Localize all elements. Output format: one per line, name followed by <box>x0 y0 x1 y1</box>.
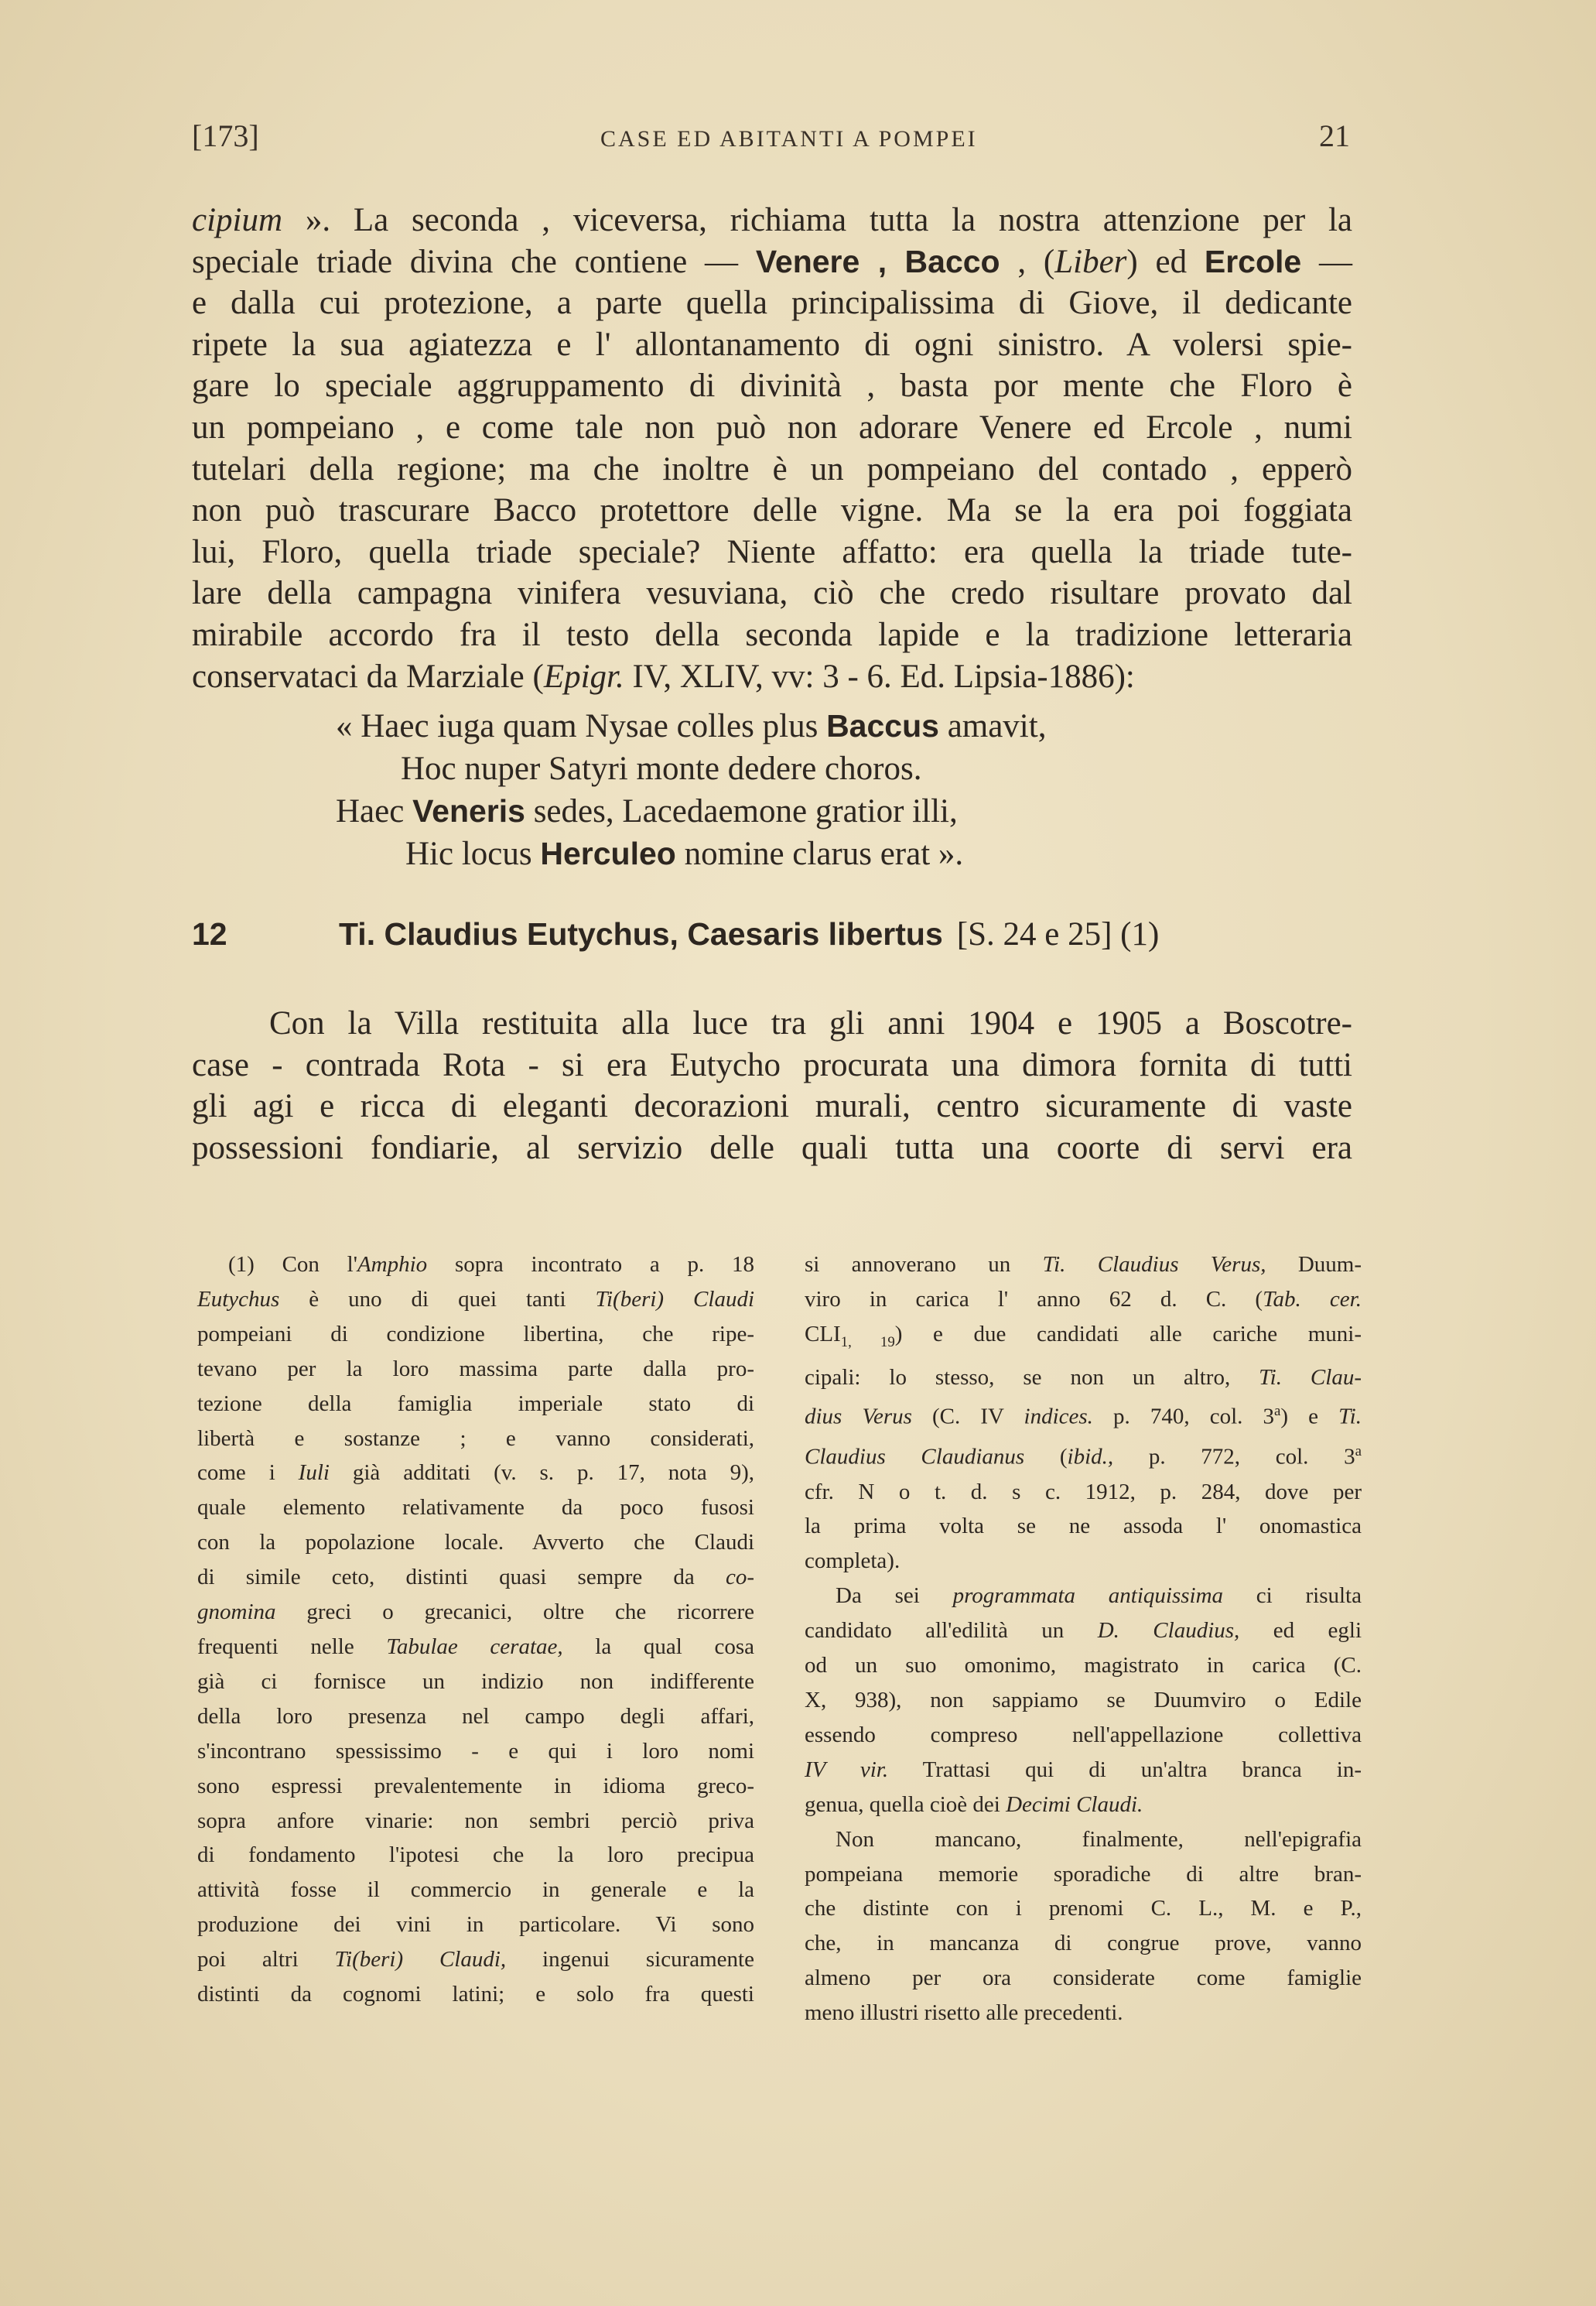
text-run: amavit, <box>938 708 1047 744</box>
italic-term: Eutychus <box>197 1286 280 1312</box>
bold-term: Ercole <box>1204 243 1302 279</box>
footnote-line <box>805 1857 1362 1892</box>
text-run: lui, Floro, quella triade speciale? Niente affatto: era quella la triade tute- <box>192 533 1352 570</box>
italic-term: Amphio <box>357 1252 428 1277</box>
text-run: di simile ceto, distinti quasi sempre da <box>197 1565 726 1590</box>
footnote-line <box>197 1977 754 2012</box>
bold-term: Baccus <box>826 708 939 744</box>
italic-term: Ti(beri) Claudi <box>595 1286 754 1312</box>
text-run: essendo compreso nell'appellazione collettiva <box>805 1722 1362 1747</box>
text-run: ci risulta <box>1223 1583 1362 1609</box>
section-line <box>192 1127 1352 1169</box>
martial-epigram <box>192 705 1352 875</box>
italic-term: Ti(beri) Claudi, <box>334 1947 507 1972</box>
footnote-line <box>805 1435 1362 1475</box>
running-head <box>192 118 1350 156</box>
text-run: pompeiana memorie sporadiche di altre bran- <box>805 1861 1362 1887</box>
intro-line <box>192 656 1352 698</box>
text-run: produzione dei vini in particolare. Vi sono <box>197 1912 754 1938</box>
text-run: speciale triade divina che contiene — <box>192 243 756 280</box>
text-run: od un suo omonimo, magistrato in carica (C. <box>805 1653 1362 1678</box>
italic-term: Iuli <box>298 1460 330 1486</box>
footnote-line <box>805 1317 1362 1360</box>
text-run: gare lo speciale aggruppamento di divinità , basta por mente che Floro è <box>192 368 1352 405</box>
footnote-line <box>197 1560 754 1595</box>
section-number: 12 <box>192 916 227 952</box>
intro-line <box>192 324 1352 366</box>
intro-line <box>192 200 1352 241</box>
text-run: un pompeiano , e come tale non può non adorare Venere ed Ercole , numi <box>192 409 1352 446</box>
footnote-line <box>197 1734 754 1769</box>
text-run: ingenui sicuramente <box>506 1947 754 1972</box>
text-run: cfr. N o t. d. s c. 1912, p. 284, dove per <box>805 1479 1362 1504</box>
text-run: è uno di quei tanti <box>279 1286 596 1312</box>
epigram-line <box>192 705 1352 748</box>
footnote-line <box>197 1282 754 1317</box>
footnote-line <box>197 1907 754 1942</box>
text-run: Duum- <box>1266 1252 1362 1277</box>
italic-term: indices. <box>1024 1404 1093 1430</box>
footnote-line <box>805 1475 1362 1510</box>
footnote-line <box>197 1942 754 1977</box>
italic-term: gnomina <box>197 1599 276 1625</box>
text-run: almeno per ora considerate come famiglie <box>805 1966 1362 1991</box>
text-run: e dalla cui protezione, a parte quella principalissima di Giove, il dedicante <box>192 285 1352 322</box>
footnote-line <box>197 1317 754 1352</box>
footnote-line <box>197 1873 754 1907</box>
intro-paragraph <box>192 200 1352 697</box>
text-run: s'incontrano spessissimo - e qui i loro nomi <box>197 1738 754 1764</box>
text-run: possessioni fondiarie, al servizio delle quali tutta una coorte di servi era <box>192 1129 1352 1166</box>
footnote-line <box>197 1769 754 1804</box>
italic-term: Tabulae ceratae, <box>386 1634 563 1659</box>
italic-term: Epigr. <box>543 658 624 695</box>
text-run: libertà e sostanze ; e vanno considerati, <box>197 1425 754 1451</box>
text-run: la prima volta se ne assoda l' onomastica <box>805 1514 1362 1539</box>
text-run: sopra anfore vinarie: non sembri perciò priva <box>197 1808 754 1833</box>
footnote-line <box>805 1544 1362 1579</box>
footnote-line <box>805 1891 1362 1926</box>
italic-term: programmata antiquissima <box>952 1583 1224 1609</box>
text-run: tezione della famiglia imperiale stato di <box>197 1391 754 1416</box>
text-run: greci o grecanici, oltre che ricorrere <box>275 1599 754 1625</box>
intro-line <box>192 282 1352 324</box>
text-run: (C. IV <box>911 1404 1024 1430</box>
text-run: (1) Con l' <box>228 1252 357 1277</box>
page-reference: [173] <box>192 118 259 153</box>
running-title: CASE ED ABITANTI A POMPEI <box>600 126 978 152</box>
italic-term: Tab. cer. <box>1263 1286 1362 1312</box>
footnote-line <box>197 1352 754 1387</box>
text-run: ) e due candidati alle cariche muni- <box>894 1321 1362 1346</box>
text-run: come i <box>197 1460 299 1486</box>
epigram-line <box>192 790 1352 833</box>
section-paragraph-block <box>192 1003 1352 1168</box>
footnote-line <box>197 1630 754 1664</box>
text-run: meno illustri risetto alle precedenti. <box>805 2000 1123 2026</box>
footnote-line <box>805 1360 1362 1395</box>
footnote-line <box>805 1509 1362 1544</box>
italic-term: D. Claudius, <box>1097 1618 1240 1644</box>
footnote-column-left <box>197 1247 754 2012</box>
epigram-line <box>192 748 1352 790</box>
footnote-line <box>197 1387 754 1422</box>
text-run: « Haec iuga quam Nysae colles plus <box>336 708 827 744</box>
text-run: candidato all'edilità un <box>805 1618 1098 1644</box>
text-run: mirabile accordo fra il testo della seconda lapide e la tradizione letteraria <box>192 616 1352 653</box>
footnote-line <box>197 1525 754 1560</box>
italic-term: dius Verus <box>805 1404 912 1430</box>
section-reference: [S. 24 e 25] (1) <box>956 916 1160 953</box>
text-run: attività fosse il commercio in generale e la <box>197 1877 754 1903</box>
footnote-line <box>805 1753 1362 1788</box>
text-run: sono espressi prevalentemente in idioma greco- <box>197 1773 754 1798</box>
text-run: di fondamento l'ipotesi che la loro precipua <box>197 1842 754 1868</box>
intro-line <box>192 573 1352 614</box>
text-run: gli agi e ricca di eleganti decorazioni murali, centro sicuramente di vaste <box>192 1088 1352 1125</box>
text-run: quale elemento relativamente da poco fusosi <box>197 1495 754 1521</box>
text-run: ripete la sua agiatezza e l' allontanamento di ogni sinistro. A volersi spie- <box>192 326 1352 363</box>
text-run: ) ed <box>1126 243 1205 280</box>
text-run: genua, quella cioè dei <box>805 1791 1006 1817</box>
footnote-line <box>805 1282 1362 1317</box>
italic-term: cipium <box>192 202 283 238</box>
text-run: Da sei <box>836 1583 953 1609</box>
intro-line <box>192 614 1352 656</box>
footnote-line <box>805 1613 1362 1648</box>
italic-term: Claudius Claudianus <box>805 1444 1025 1469</box>
text-run: già ci fornisce un indizio non indifferente <box>197 1668 754 1694</box>
intro-line <box>192 365 1352 407</box>
italic-term: Liber <box>1054 243 1127 280</box>
footnote-line <box>805 1961 1362 1996</box>
text-run: case - contrada Rota - si era Eutycho procurata una dimora fornita di tutti <box>192 1046 1352 1083</box>
text-run: viro in carica l' anno 62 d. C. ( <box>805 1286 1263 1312</box>
text-run: conservataci da Marziale ( <box>192 658 544 695</box>
section-name: Ti. Claudius Eutychus, Caesaris libertus <box>339 916 943 952</box>
intro-line <box>192 449 1352 491</box>
intro-paragraph-block <box>192 200 1352 697</box>
footnote-line <box>805 1822 1362 1857</box>
text-run: si annoverano un <box>805 1252 1043 1277</box>
footnote-line <box>197 1247 754 1282</box>
text-run: tevano per la loro massima parte dalla pro- <box>197 1356 754 1381</box>
footnote-line <box>805 1718 1362 1753</box>
italic-term: Decimi Claudi. <box>1006 1791 1143 1817</box>
italic-term: IV vir. <box>805 1757 889 1782</box>
text-run: nomine clarus erat ». <box>675 836 964 872</box>
italic-term: ibid., <box>1067 1444 1114 1469</box>
footnote-line <box>805 1579 1362 1613</box>
text-run: Con la Villa restituita alla luce tra gli anni 1904 e 1905 a Boscotre- <box>269 1005 1352 1042</box>
intro-line <box>192 532 1352 573</box>
intro-line <box>192 241 1352 283</box>
footnote-line <box>805 1648 1362 1683</box>
text-run: tutelari della regione; ma che inoltre è un pompeiano del contado , epperò <box>192 450 1352 488</box>
footnote-line <box>805 1926 1362 1961</box>
italic-term: co- <box>725 1565 754 1590</box>
text-run: a <box>1355 1442 1362 1459</box>
footnote-line <box>197 1595 754 1630</box>
text-run: a <box>1274 1403 1281 1420</box>
bold-term: Veneris <box>412 793 525 829</box>
intro-line <box>192 407 1352 449</box>
text-run: 1, 19 <box>840 1333 895 1350</box>
text-run: p. 740, col. 3 <box>1092 1404 1275 1430</box>
text-run: cipali: lo stesso, se non un altro, <box>805 1364 1259 1390</box>
text-run: che distinte con i prenomi C. L., M. e P., <box>805 1896 1362 1921</box>
section-line <box>192 1045 1352 1086</box>
page-number: 21 <box>1319 118 1350 153</box>
italic-term: Ti. Claudius Verus, <box>1042 1252 1266 1277</box>
footnote-line <box>805 1394 1362 1435</box>
text-run: ed egli <box>1239 1618 1362 1644</box>
text-run: che, in mancanza di congrue prove, vanno <box>805 1931 1362 1956</box>
intro-line <box>192 490 1352 532</box>
footnote-line <box>805 1683 1362 1718</box>
footnote-line <box>805 1996 1362 2031</box>
footnote-line <box>197 1490 754 1525</box>
text-run: Trattasi qui di un'altra branca in- <box>888 1757 1362 1782</box>
footnote-line <box>805 1788 1362 1822</box>
text-run: non può trascurare Bacco protettore delle vigne. Ma se la era poi foggiata <box>192 492 1352 529</box>
footnote-line <box>197 1804 754 1839</box>
section-paragraph <box>192 1003 1352 1168</box>
footnote-line <box>197 1664 754 1699</box>
footnote-line <box>805 1247 1362 1282</box>
text-run: — <box>1301 243 1352 280</box>
footnote-column-right <box>805 1247 1362 2031</box>
text-run: sopra incontrato a p. 18 <box>427 1252 754 1277</box>
section-line <box>192 1086 1352 1127</box>
section-heading <box>192 915 1275 953</box>
text-run: ) e <box>1280 1404 1339 1430</box>
text-run: frequenti nelle <box>197 1634 387 1659</box>
text-run: poi altri <box>197 1947 335 1972</box>
text-run: ( <box>1024 1444 1068 1469</box>
text-run: Hic locus <box>405 836 541 872</box>
text-run: con la popolazione locale. Avverto che Claudi <box>197 1530 754 1555</box>
text-run: distinti da cognomi latini; e solo fra questi <box>197 1982 754 2007</box>
bold-term: Venere , Bacco <box>755 243 1000 279</box>
epigram-line <box>192 833 1352 875</box>
text-run: ». La seconda , viceversa, richiama tutta la nostra attenzione per la <box>282 202 1352 238</box>
footnote-line <box>197 1422 754 1456</box>
text-run: p. 772, col. 3 <box>1113 1444 1355 1469</box>
footnote-line <box>197 1699 754 1734</box>
footnote-line <box>197 1838 754 1873</box>
text-run: IV, XLIV, vv: 3 - 6. Ed. Lipsia-1886): <box>624 658 1135 695</box>
text-run: sedes, Lacedaemone gratior illi, <box>525 793 958 830</box>
text-run: , ( <box>1000 243 1055 280</box>
footnote-line <box>197 1456 754 1490</box>
text-run: CLI <box>805 1321 841 1346</box>
bold-term: Herculeo <box>540 836 676 871</box>
italic-term: Ti. Clau- <box>1259 1364 1362 1390</box>
text-run: Haec <box>336 793 413 830</box>
text-run: già additati (v. s. p. 17, nota 9), <box>329 1460 754 1486</box>
text-run: lare della campagna vinifera vesuviana, ciò che credo risultare provato dal <box>192 575 1352 612</box>
text-run: completa). <box>805 1548 901 1574</box>
text-run: della loro presenza nel campo degli affari, <box>197 1703 754 1729</box>
text-run: Hoc nuper Satyri monte dedere choros. <box>401 751 922 787</box>
text-run: Non mancano, finalmente, nell'epigrafia <box>836 1826 1362 1852</box>
text-run: X, 938), non sappiamo se Duumviro o Edile <box>805 1687 1362 1712</box>
text-run: pompeiani di condizione libertina, che ripe- <box>197 1321 754 1346</box>
section-line <box>192 1003 1352 1045</box>
text-run: la qual cosa <box>562 1634 754 1659</box>
italic-term: Ti. <box>1338 1404 1362 1430</box>
